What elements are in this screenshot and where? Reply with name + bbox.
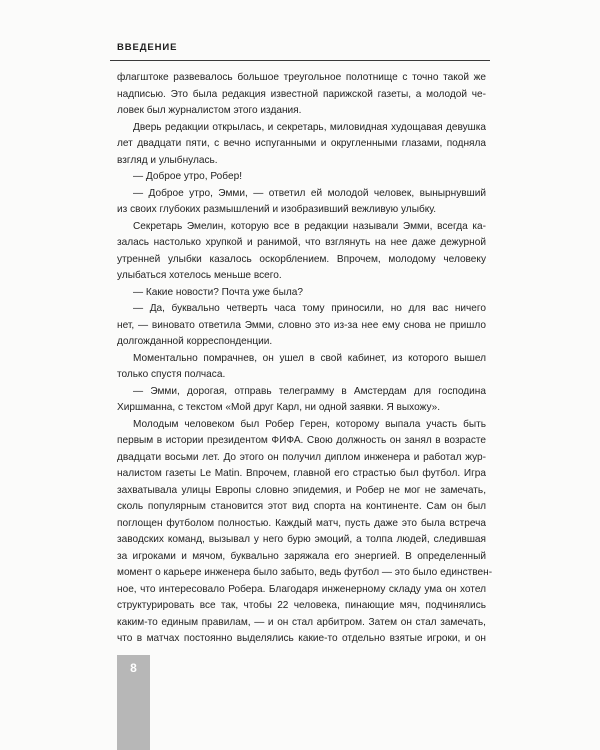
- paragraph: [117, 70, 486, 120]
- text-line: захватывала улицы Европы словно эпидемия, и Робер не мог не замечать,: [117, 484, 486, 496]
- text-line: долгожданной корреспонденции.: [117, 336, 273, 347]
- text-line: утренней улыбки казалось оскорблением. Впрочем, молодому человеку: [117, 253, 486, 265]
- text-line: за игроками и мячом, буквально заряжала его энергией. В определенный: [117, 550, 486, 562]
- text-line: Молодым человеком был Робер Герен, которому выпала участь быть: [133, 418, 486, 430]
- text-line: — Доброе утро, Эмми, — ответил ей молодой человек, вынырнувший: [133, 187, 486, 199]
- dialogue-paragraph: [117, 285, 486, 302]
- text-line: залась настолько хрупкой и ранимой, что взглянуть на нее даже дежурной: [117, 237, 486, 248]
- text-line: двадцати восьми лет. До этого он получил диплом инженера и работал жур-: [117, 451, 486, 463]
- text-line: момент о карьере инженера было забыто, ведь футбол — это было единствен-: [117, 567, 493, 578]
- text-line: — Какие новости? Почта уже была?: [133, 286, 303, 298]
- text-line: только спустя полчаса.: [117, 369, 226, 380]
- page-number: 8: [130, 661, 137, 675]
- text-line: заводских команд, вызывал у него бурю эмоций, а толпа людей, следившая: [117, 534, 486, 545]
- text-line: что в матчах постоянно выделялись какие-то отдельно взятые игроки, и он: [117, 633, 486, 644]
- text-line: — Доброе утро, Робер!: [133, 171, 242, 182]
- text-line: Моментально помрачнев, он ушел в свой кабинет, из которого вышел: [133, 352, 486, 364]
- body-text: [117, 70, 493, 648]
- paragraph: [117, 120, 486, 170]
- text-line: структурировать все так, чтобы 22 человека, пинающие мяч, подчинялись: [117, 600, 486, 611]
- text-line: взгляд и улыбнулась.: [117, 154, 218, 166]
- text-line: Хиршманна, с текстом «Мой друг Карл, ни одной заявки. Я выхожу».: [117, 402, 441, 413]
- text-line: ное, что интересовало Робера. Благодаря инженерному складу ума он хотел: [117, 583, 486, 595]
- text-line: надписью. Это была редакция известной парижской газеты, а молодой че-: [117, 88, 486, 100]
- running-head-section-title: ВВЕДЕНИЕ: [117, 42, 178, 53]
- text-line: Секретарь Эмелин, которую все в редакции называли Эмми, всегда ка-: [133, 220, 486, 232]
- header-rule: [110, 60, 490, 61]
- text-line: нет, — виновато ответила Эмми, словно это из-за нее ему снова не пришло: [117, 319, 486, 331]
- text-line: флагштоке развевалось большое треугольное полотнище с точно такой же: [117, 72, 486, 83]
- paragraph: [117, 219, 486, 285]
- text-line: лет двадцати пяти, с вечно испуганными и округленными глазами, подняла: [117, 138, 486, 149]
- text-line: поглощен футболом полностью. Каждый матч, пусть даже это была встреча: [117, 517, 486, 529]
- text-line: первым в истории президентом ФИФА. Свою должность он занял в возрасте: [117, 435, 486, 446]
- text-line: улыбаться хотелось меньше всего.: [117, 270, 282, 281]
- paragraph: [117, 351, 486, 384]
- text-line: Дверь редакции открылась, и секретарь, миловидная худощавая девушка: [133, 121, 486, 133]
- dialogue-paragraph: [117, 301, 486, 351]
- text-line: из своих глубоких размышлений и изобразивший вежливую улыбку.: [117, 204, 437, 215]
- page-number-tab: [117, 655, 150, 750]
- dialogue-paragraph: [117, 186, 486, 219]
- text-line: ловек был журналистом этого издания.: [117, 105, 302, 116]
- text-line: каким-то единым правилам, — и он стал арбитром. Затем он стал замечать,: [117, 616, 486, 628]
- dialogue-paragraph: [117, 169, 486, 186]
- text-line: — Эмми, дорогая, отправь телеграмму в Амстердам для господина: [133, 385, 486, 397]
- dialogue-paragraph: [117, 384, 486, 417]
- paragraph: [117, 417, 493, 648]
- text-line: — Да, буквально четверть часа тому приносили, но для вас ничего: [133, 303, 486, 314]
- text-line: налистом газеты Le Matin. Впрочем, главной его страстью был футбол. Игра: [117, 468, 486, 479]
- text-line: сколь популярным становится этот вид спорта на континенте. Сам он был: [117, 501, 486, 512]
